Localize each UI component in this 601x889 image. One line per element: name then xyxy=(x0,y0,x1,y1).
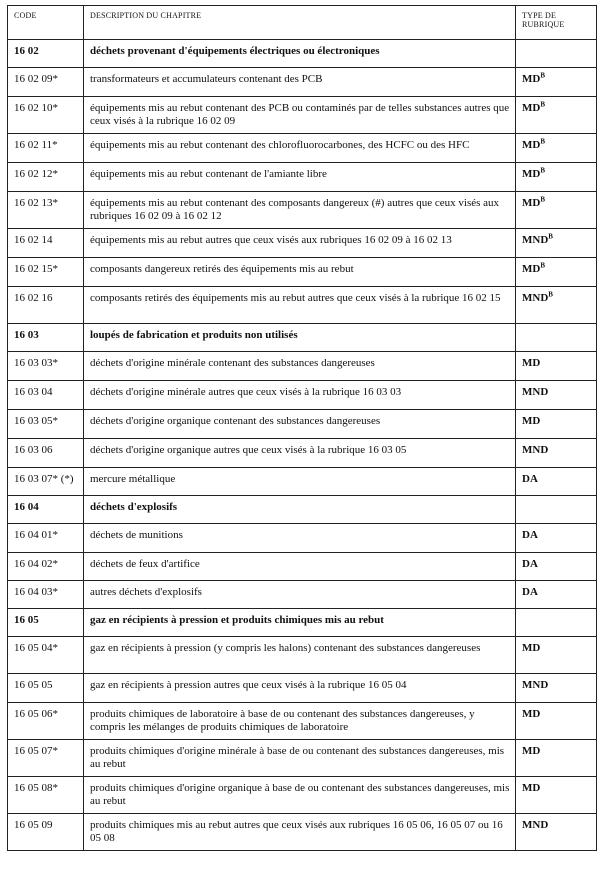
type-cell xyxy=(516,581,597,609)
table-row xyxy=(8,703,597,740)
table-row xyxy=(8,287,597,324)
description-cell: équipements mis au rebut contenant des composants dangereux (#) autres que ceux visés aux rubriques 16 02 09 à 16 02 12 xyxy=(84,192,516,229)
code-cell: 16 04 02* xyxy=(8,553,84,581)
table-row xyxy=(8,777,597,814)
code-cell: 16 02 16 xyxy=(8,287,84,324)
type-superscript: B xyxy=(548,290,553,299)
type-cell xyxy=(516,163,597,192)
type-cell xyxy=(516,524,597,553)
chapter-row xyxy=(8,609,597,637)
type-cell xyxy=(516,352,597,381)
table-row xyxy=(8,439,597,468)
table-header xyxy=(8,6,597,40)
table-row xyxy=(8,258,597,287)
code-cell: 16 05 09 xyxy=(8,814,84,851)
code-cell: 16 02 12* xyxy=(8,163,84,192)
description-cell: équipements mis au rebut autres que ceux visés aux rubriques 16 02 09 à 16 02 13 xyxy=(84,229,516,258)
table-row xyxy=(8,381,597,410)
type-label: MD xyxy=(522,708,541,720)
code-cell: 16 03 xyxy=(8,324,84,352)
code-cell: 16 02 10* xyxy=(8,97,84,134)
type-superscript: B xyxy=(540,137,545,146)
table-row xyxy=(8,637,597,674)
description-cell: loupés de fabrication et produits non utilisés xyxy=(84,324,516,352)
type-superscript: B xyxy=(540,261,545,270)
table-row xyxy=(8,229,597,258)
type-cell xyxy=(516,258,597,287)
table-row xyxy=(8,97,597,134)
table-row xyxy=(8,468,597,496)
header-code: CODE xyxy=(8,6,84,40)
type-cell xyxy=(516,703,597,740)
type-cell xyxy=(516,609,597,637)
code-cell: 16 03 05* xyxy=(8,410,84,439)
type-label: MD xyxy=(522,782,541,794)
type-superscript: B xyxy=(540,100,545,109)
type-superscript: B xyxy=(548,232,553,241)
table-row xyxy=(8,674,597,703)
description-cell: autres déchets d'explosifs xyxy=(84,581,516,609)
description-cell: mercure métallique xyxy=(84,468,516,496)
type-cell xyxy=(516,229,597,258)
type-label: MND xyxy=(522,679,549,691)
type-cell xyxy=(516,777,597,814)
description-cell: produits chimiques mis au rebut autres que ceux visés aux rubriques 16 05 06, 16 05 07 ou 16 05 08 xyxy=(84,814,516,851)
table-row xyxy=(8,68,597,97)
code-cell: 16 02 11* xyxy=(8,134,84,163)
type-cell xyxy=(516,68,597,97)
code-cell: 16 05 04* xyxy=(8,637,84,674)
table-body xyxy=(8,40,597,851)
type-label: MD xyxy=(522,263,541,275)
code-cell: 16 05 08* xyxy=(8,777,84,814)
description-cell: équipements mis au rebut contenant des chlorofluorocarbones, des HCFC ou des HFC xyxy=(84,134,516,163)
type-cell xyxy=(516,674,597,703)
type-cell xyxy=(516,468,597,496)
description-cell: déchets provenant d'équipements électriques ou électroniques xyxy=(84,40,516,68)
type-cell xyxy=(516,496,597,524)
type-label: MD xyxy=(522,102,541,114)
type-label: MD xyxy=(522,197,541,209)
description-cell: équipements mis au rebut contenant de l'amiante libre xyxy=(84,163,516,192)
type-label: MD xyxy=(522,745,541,757)
chapter-row xyxy=(8,496,597,524)
description-cell: transformateurs et accumulateurs contenant des PCB xyxy=(84,68,516,97)
code-cell: 16 05 xyxy=(8,609,84,637)
type-cell xyxy=(516,40,597,68)
code-cell: 16 04 xyxy=(8,496,84,524)
type-label: MD xyxy=(522,357,541,369)
type-label: DA xyxy=(522,558,538,570)
table-row xyxy=(8,553,597,581)
description-cell: déchets d'explosifs xyxy=(84,496,516,524)
type-superscript: B xyxy=(540,71,545,80)
type-label: MD xyxy=(522,168,541,180)
type-label: MND xyxy=(522,386,549,398)
table-row xyxy=(8,581,597,609)
type-label: MND xyxy=(522,444,549,456)
type-superscript: B xyxy=(540,166,545,175)
type-label: DA xyxy=(522,473,538,485)
type-cell xyxy=(516,410,597,439)
description-cell: produits chimiques d'origine minérale à base de ou contenant des substances dangereuses, mis au rebut xyxy=(84,740,516,777)
chapter-row xyxy=(8,40,597,68)
table-row xyxy=(8,163,597,192)
type-cell xyxy=(516,637,597,674)
type-cell xyxy=(516,97,597,134)
type-label: MND xyxy=(522,234,549,246)
description-cell: déchets d'origine organique contenant des substances dangereuses xyxy=(84,410,516,439)
description-cell: déchets d'origine minérale contenant des substances dangereuses xyxy=(84,352,516,381)
description-cell: composants dangereux retirés des équipements mis au rebut xyxy=(84,258,516,287)
type-cell xyxy=(516,814,597,851)
description-cell: gaz en récipients à pression et produits chimiques mis au rebut xyxy=(84,609,516,637)
code-cell: 16 02 14 xyxy=(8,229,84,258)
code-cell: 16 02 13* xyxy=(8,192,84,229)
type-label: DA xyxy=(522,586,538,598)
type-label: MD xyxy=(522,642,541,654)
code-cell: 16 02 09* xyxy=(8,68,84,97)
description-cell: gaz en récipients à pression (y compris les halons) contenant des substances dangereuses xyxy=(84,637,516,674)
code-cell: 16 05 05 xyxy=(8,674,84,703)
description-cell: déchets de munitions xyxy=(84,524,516,553)
description-cell: déchets d'origine organique autres que ceux visés à la rubrique 16 03 05 xyxy=(84,439,516,468)
description-cell: gaz en récipients à pression autres que ceux visés à la rubrique 16 05 04 xyxy=(84,674,516,703)
type-label: DA xyxy=(522,529,538,541)
description-cell: déchets d'origine minérale autres que ceux visés à la rubrique 16 03 03 xyxy=(84,381,516,410)
table-row xyxy=(8,134,597,163)
type-label: MND xyxy=(522,292,549,304)
header-row xyxy=(8,6,597,40)
description-cell: composants retirés des équipements mis au rebut autres que ceux visés à la rubrique 16 02 15 xyxy=(84,287,516,324)
type-cell xyxy=(516,553,597,581)
type-label: MD xyxy=(522,139,541,151)
type-superscript: B xyxy=(540,195,545,204)
chapter-row xyxy=(8,324,597,352)
table-row xyxy=(8,814,597,851)
code-cell: 16 04 01* xyxy=(8,524,84,553)
header-type: TYPE DE RUBRIQUE xyxy=(516,6,597,40)
type-label: MD xyxy=(522,73,541,85)
code-cell: 16 03 07* (*) xyxy=(8,468,84,496)
type-cell xyxy=(516,381,597,410)
type-cell xyxy=(516,287,597,324)
code-cell: 16 02 15* xyxy=(8,258,84,287)
type-cell xyxy=(516,439,597,468)
type-label: MD xyxy=(522,415,541,427)
code-cell: 16 05 07* xyxy=(8,740,84,777)
code-cell: 16 03 03* xyxy=(8,352,84,381)
code-cell: 16 02 xyxy=(8,40,84,68)
table-row xyxy=(8,524,597,553)
code-cell: 16 04 03* xyxy=(8,581,84,609)
waste-code-table xyxy=(7,5,597,851)
code-cell: 16 03 06 xyxy=(8,439,84,468)
table-row xyxy=(8,192,597,229)
code-cell: 16 03 04 xyxy=(8,381,84,410)
header-description: DESCRIPTION DU CHAPITRE xyxy=(84,6,516,40)
table-row xyxy=(8,740,597,777)
description-cell: produits chimiques de laboratoire à base de ou contenant des substances dangereuses, y compris les mélanges de produits chimiques de laboratoire xyxy=(84,703,516,740)
code-cell: 16 05 06* xyxy=(8,703,84,740)
description-cell: produits chimiques d'origine organique à base de ou contenant des substances dangereuses, mis au rebut xyxy=(84,777,516,814)
table-row xyxy=(8,410,597,439)
type-cell xyxy=(516,324,597,352)
description-cell: déchets de feux d'artifice xyxy=(84,553,516,581)
type-label: MND xyxy=(522,819,549,831)
type-cell xyxy=(516,134,597,163)
type-cell xyxy=(516,740,597,777)
description-cell: équipements mis au rebut contenant des PCB ou contaminés par de telles substances autres que ceux visés à la rubrique 16 02 09 xyxy=(84,97,516,134)
type-cell xyxy=(516,192,597,229)
table-row xyxy=(8,352,597,381)
